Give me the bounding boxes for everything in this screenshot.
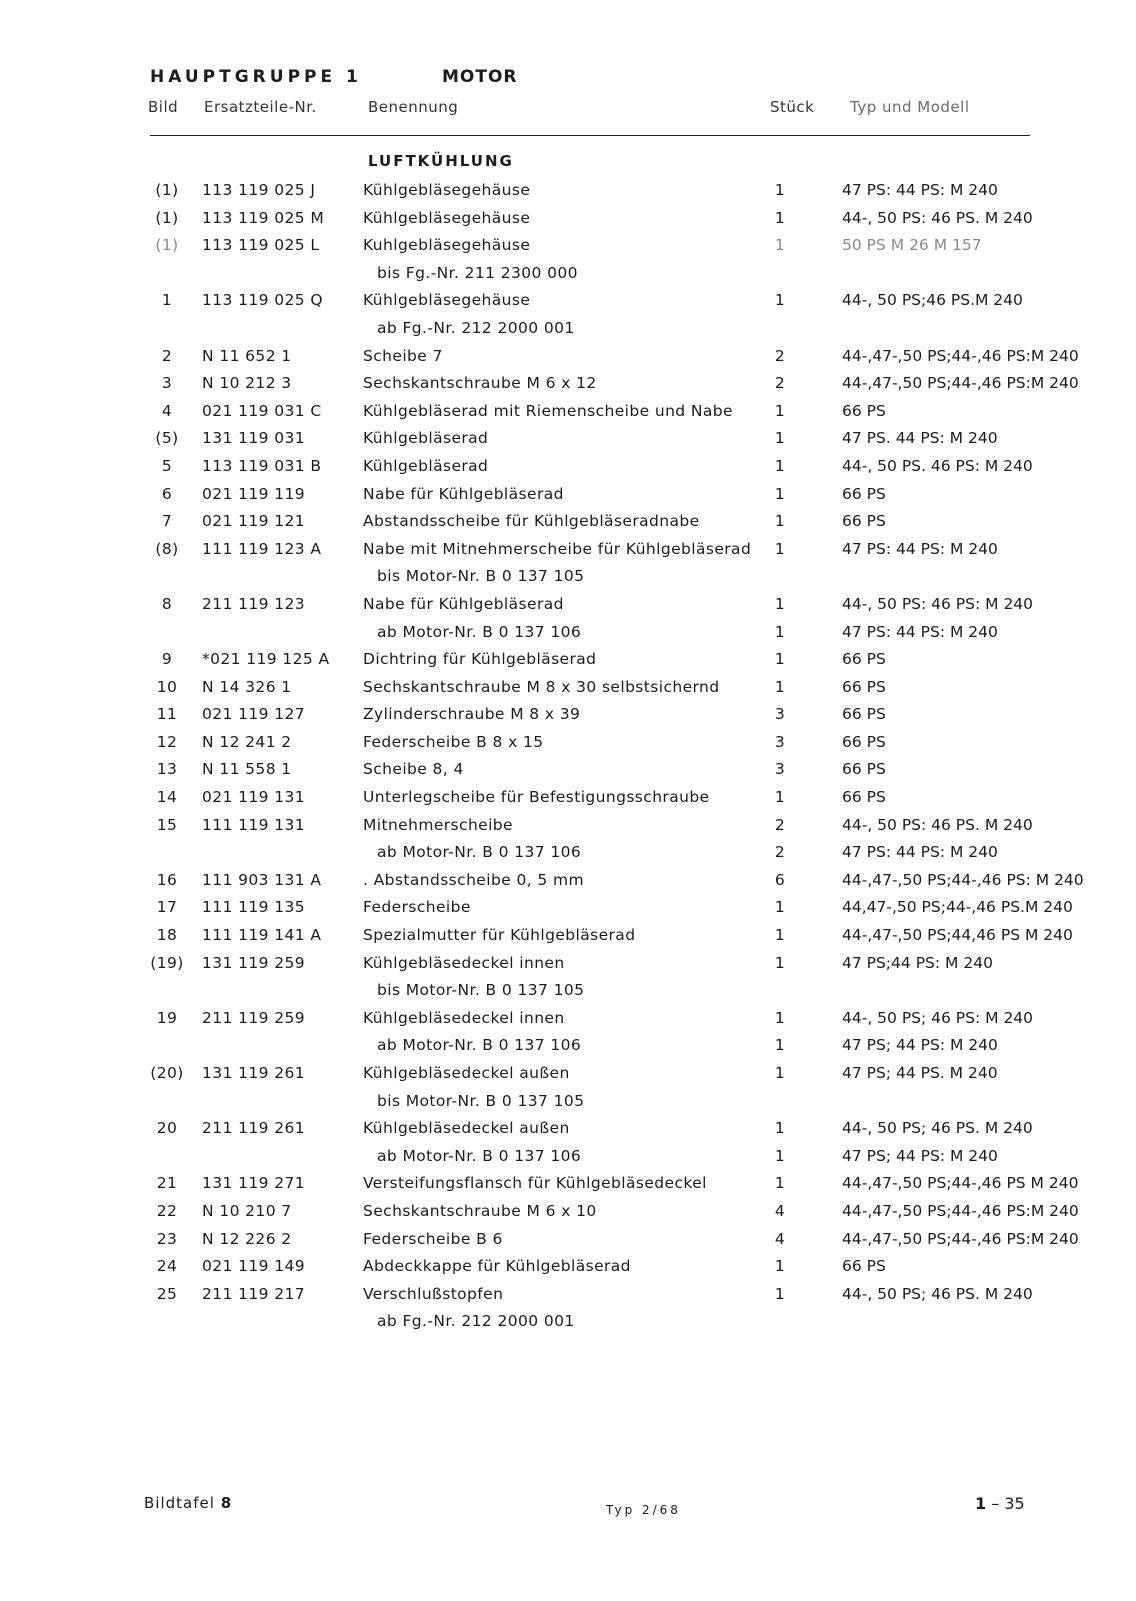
row-note: ab Fg.-Nr. 212 2000 001 (377, 1312, 575, 1331)
row-quantity: 2 (774, 346, 786, 365)
row-part-number: 021 119 119 (202, 484, 306, 503)
row-part-number: 111 119 123 A (202, 539, 322, 558)
row-description: Kühlgebläsedeckel innen (363, 953, 565, 972)
row-quantity: 1 (774, 401, 786, 420)
row-note: bis Fg.-Nr. 211 2300 000 (377, 263, 578, 282)
table-row (0, 895, 1136, 923)
row-part-number: 131 119 271 (202, 1174, 306, 1193)
row-description: Kühlgebläsedeckel außen (363, 1064, 570, 1082)
row-type-model: 44-, 50 PS; 46 PS. M 240 (842, 1119, 1033, 1138)
row-bild-number: 9 (161, 650, 173, 669)
row-description: Kühlgebläsegehäuse (363, 291, 531, 310)
row-quantity: 1 (774, 898, 786, 917)
row-quantity: 1 (774, 1008, 786, 1027)
table-row (0, 840, 1136, 868)
row-quantity: 1 (774, 1174, 786, 1193)
row-quantity: 1 (774, 622, 786, 641)
row-type-model: 44-,47-,50 PS;44-,46 PS M 240 (842, 1174, 1079, 1193)
page-number-main: 1 (975, 1494, 987, 1513)
row-part-number: 211 119 123 (202, 594, 306, 613)
table-row (0, 426, 1136, 454)
row-description: Dichtring für Kühlgebläserad (363, 650, 597, 669)
page-number (975, 1494, 1025, 1513)
row-type-model: 44-,47-,50 PS;44,46 PS M 240 (842, 926, 1073, 945)
row-type-model: 44-, 50 PS: 46 PS: M 240 (842, 594, 1034, 613)
row-part-number: N 12 241 2 (202, 732, 292, 751)
row-part-number: N 11 558 1 (202, 760, 292, 779)
row-description: Federscheibe B 8 x 15 (363, 732, 544, 751)
table-row (0, 1171, 1136, 1199)
bildtafel-text: Bildtafel (144, 1494, 215, 1512)
row-note: bis Motor-Nr. B 0 137 105 (377, 567, 585, 586)
table-row (0, 344, 1136, 372)
row-quantity: 4 (774, 1201, 786, 1220)
row-description: Versteifungsflansch für Kühlgebläsedeckel (363, 1174, 707, 1193)
row-bild-number: (8) (155, 539, 179, 558)
row-description: Sechskantschraube M 8 x 30 selbstsichernd (363, 677, 720, 696)
column-header-description: Benennung (368, 98, 459, 116)
row-type-model: 47 PS. 44 PS: M 240 (842, 429, 998, 448)
column-header-quantity: Stück (770, 98, 815, 116)
table-row (0, 454, 1136, 482)
row-note: ab Motor-Nr. B 0 137 106 (377, 843, 582, 862)
parts-table (0, 178, 1136, 1337)
column-header-bild: Bild (148, 98, 179, 116)
row-quantity: 1 (774, 1036, 786, 1055)
table-row (0, 537, 1136, 565)
table-row (0, 509, 1136, 537)
row-bild-number: 10 (156, 677, 178, 696)
row-description: Zylinderschraube M 8 x 39 (363, 705, 581, 724)
row-bild-number: (19) (150, 953, 184, 972)
row-bild-number: (5) (155, 429, 179, 448)
row-quantity: 1 (774, 429, 786, 448)
row-description: Spezialmutter für Kühlgebläserad (363, 926, 636, 945)
row-part-number: *021 119 125 A (202, 650, 330, 669)
row-description: Nabe mit Mitnehmerscheibe für Kühlgebläserad (363, 539, 752, 558)
row-bild-number: 22 (156, 1201, 178, 1220)
column-header-type-model: Typ und Modell (850, 98, 970, 116)
table-row (0, 702, 1136, 730)
row-type-model: 44-, 50 PS; 46 PS. M 240 (842, 1284, 1033, 1303)
row-bild-number: 14 (156, 788, 178, 807)
row-quantity: 4 (774, 1229, 786, 1248)
row-type-model: 44-, 50 PS: 46 PS. M 240 (842, 208, 1033, 227)
row-bild-number: 4 (161, 401, 173, 420)
column-header-part-number: Ersatzteile-Nr. (204, 98, 317, 116)
row-type-model: 44-,47-,50 PS;44-,46 PS:M 240 (842, 374, 1079, 393)
row-bild-number: 11 (156, 705, 178, 724)
row-type-model: 47 PS: 44 PS: M 240 (842, 181, 998, 199)
row-type-model: 44-, 50 PS; 46 PS: M 240 (842, 1008, 1034, 1027)
row-description: Federscheibe (363, 898, 471, 917)
row-quantity: 1 (774, 677, 786, 696)
row-bild-number: (1) (155, 208, 179, 227)
table-row (0, 785, 1136, 813)
row-part-number: 021 119 149 (202, 1257, 306, 1276)
row-description: Unterlegscheibe für Befestigungsschraube (363, 788, 710, 807)
table-row (0, 1061, 1136, 1089)
row-part-number: 131 119 259 (202, 953, 306, 972)
row-bild-number: 13 (156, 760, 178, 779)
row-description: Kühlgebläsedeckel innen (363, 1008, 565, 1027)
row-bild-number: 8 (161, 594, 173, 613)
row-part-number: 113 119 025 J (202, 181, 316, 199)
table-row (0, 1144, 1136, 1172)
row-description: Kühlgebläserad (363, 456, 489, 475)
row-description: Nabe für Kühlgebläserad (363, 594, 564, 613)
bildtafel-label (144, 1494, 232, 1512)
table-row (0, 371, 1136, 399)
row-bild-number: (1) (155, 181, 179, 199)
row-type-model: 47 PS;44 PS: M 240 (842, 953, 993, 972)
row-quantity: 1 (774, 208, 786, 227)
table-row (0, 592, 1136, 620)
table-row (0, 261, 1136, 289)
row-type-model: 44-, 50 PS. 46 PS: M 240 (842, 456, 1033, 475)
group-label: HAUPTGRUPPE 1 (150, 67, 362, 87)
table-row (0, 1006, 1136, 1034)
header-divider (150, 135, 1030, 136)
row-bild-number: 19 (156, 1008, 178, 1027)
row-type-model: 47 PS; 44 PS: M 240 (842, 1146, 998, 1165)
table-row (0, 1199, 1136, 1227)
row-quantity: 1 (774, 1284, 786, 1303)
row-description: Mitnehmerscheibe (363, 815, 513, 834)
table-row (0, 233, 1136, 261)
row-quantity: 2 (774, 374, 786, 393)
row-type-model: 66 PS (842, 650, 886, 669)
row-quantity: 1 (774, 236, 786, 255)
table-row (0, 868, 1136, 896)
table-row (0, 564, 1136, 592)
table-row (0, 178, 1136, 206)
row-description: Scheibe 7 (363, 346, 443, 365)
row-bild-number: 25 (156, 1284, 178, 1303)
row-type-model: 47 PS: 44 PS: M 240 (842, 622, 998, 641)
row-note: ab Motor-Nr. B 0 137 106 (377, 622, 582, 641)
row-description: Sechskantschraube M 6 x 10 (363, 1201, 597, 1220)
row-quantity: 1 (774, 788, 786, 807)
row-quantity: 1 (774, 594, 786, 613)
row-note: ab Motor-Nr. B 0 137 106 (377, 1036, 582, 1055)
row-bild-number: 2 (161, 346, 173, 365)
row-bild-number: (20) (150, 1064, 184, 1082)
row-quantity: 1 (774, 1119, 786, 1138)
row-part-number: N 10 212 3 (202, 374, 292, 393)
row-description: Federscheibe B 6 (363, 1229, 503, 1248)
table-row (0, 620, 1136, 648)
row-note: bis Motor-Nr. B 0 137 105 (377, 981, 585, 1000)
row-type-model: 47 PS: 44 PS: M 240 (842, 539, 998, 558)
row-description: Kühlgebläsegehäuse (363, 181, 531, 199)
row-quantity: 6 (774, 870, 786, 889)
row-part-number: 113 119 031 B (202, 456, 322, 475)
table-row (0, 813, 1136, 841)
table-row (0, 923, 1136, 951)
row-quantity: 1 (774, 181, 786, 199)
table-row (0, 1033, 1136, 1061)
bildtafel-number: 8 (220, 1494, 233, 1512)
row-bild-number: 18 (156, 926, 178, 945)
row-type-model: 47 PS; 44 PS. M 240 (842, 1064, 998, 1082)
table-row (0, 316, 1136, 344)
row-part-number: 211 119 259 (202, 1008, 306, 1027)
row-bild-number: 7 (161, 512, 173, 531)
table-row (0, 1089, 1136, 1117)
group-name: MOTOR (442, 67, 518, 87)
row-type-model: 50 PS M 26 M 157 (842, 236, 982, 255)
section-title: LUFTKÜHLUNG (368, 152, 514, 170)
row-type-model: 44-,47-,50 PS;44-,46 PS:M 240 (842, 1201, 1079, 1220)
row-description: Kühlgebläserad mit Riemenscheibe und Nabe (363, 401, 733, 420)
row-type-model: 44-,47-,50 PS;44-,46 PS:M 240 (842, 1229, 1079, 1248)
row-bild-number: 1 (161, 291, 173, 310)
row-bild-number: 15 (156, 815, 178, 834)
row-part-number: 113 119 025 Q (202, 291, 323, 310)
row-part-number: 211 119 261 (202, 1119, 306, 1138)
row-quantity: 3 (774, 732, 786, 751)
row-quantity: 3 (774, 705, 786, 724)
table-row (0, 951, 1136, 979)
row-note: bis Motor-Nr. B 0 137 105 (377, 1091, 585, 1110)
row-type-model: 66 PS (842, 732, 886, 751)
row-part-number: 021 119 031 C (202, 401, 322, 420)
table-row (0, 399, 1136, 427)
table-row (0, 1309, 1136, 1337)
row-bild-number: 23 (156, 1229, 178, 1248)
row-quantity: 1 (774, 291, 786, 310)
row-type-model: 44-,47-,50 PS;44-,46 PS: M 240 (842, 870, 1084, 889)
row-description: Kuhlgebläsegehäuse (363, 236, 531, 255)
type-code: Typ 2/68 (606, 1503, 681, 1517)
row-quantity: 1 (774, 539, 786, 558)
table-row (0, 1227, 1136, 1255)
row-bild-number: 20 (156, 1119, 178, 1138)
row-type-model: 44-, 50 PS;46 PS.M 240 (842, 291, 1023, 310)
row-description: Kühlgebläserad (363, 429, 489, 448)
row-type-model: 66 PS (842, 760, 886, 779)
row-quantity: 1 (774, 484, 786, 503)
row-part-number: N 12 226 2 (202, 1229, 292, 1248)
row-part-number: 021 119 127 (202, 705, 306, 724)
row-quantity: 1 (774, 512, 786, 531)
row-type-model: 44-,47-,50 PS;44-,46 PS:M 240 (842, 346, 1079, 365)
row-part-number: 021 119 121 (202, 512, 306, 531)
table-row (0, 647, 1136, 675)
row-quantity: 2 (774, 843, 786, 862)
row-part-number: N 10 210 7 (202, 1201, 292, 1220)
row-description: Verschlußstopfen (363, 1284, 504, 1303)
row-type-model: 66 PS (842, 677, 886, 696)
table-row (0, 1254, 1136, 1282)
row-part-number: 113 119 025 L (202, 236, 320, 255)
page-number-separator: – (986, 1494, 1005, 1513)
table-row (0, 757, 1136, 785)
row-type-model: 47 PS: 44 PS: M 240 (842, 843, 998, 862)
row-quantity: 1 (774, 456, 786, 475)
row-quantity: 1 (774, 1146, 786, 1165)
row-bild-number: 3 (161, 374, 173, 393)
table-row (0, 730, 1136, 758)
row-description: . Abstandsscheibe 0, 5 mm (363, 870, 584, 889)
row-bild-number: (1) (155, 236, 179, 255)
row-description: Scheibe 8, 4 (363, 760, 464, 779)
row-part-number: 111 903 131 A (202, 870, 322, 889)
row-bild-number: 16 (156, 870, 178, 889)
page-number-sub: 35 (1004, 1494, 1025, 1513)
table-row (0, 206, 1136, 234)
row-type-model: 44-, 50 PS: 46 PS. M 240 (842, 815, 1033, 834)
row-type-model: 66 PS (842, 1257, 886, 1276)
row-type-model: 66 PS (842, 484, 886, 503)
row-bild-number: 24 (156, 1257, 178, 1276)
table-row (0, 1116, 1136, 1144)
row-type-model: 66 PS (842, 705, 886, 724)
table-row (0, 482, 1136, 510)
row-description: Abstandsscheibe für Kühlgebläseradnabe (363, 512, 700, 531)
row-description: Kühlgebläsegehäuse (363, 208, 531, 227)
row-type-model: 66 PS (842, 401, 886, 420)
row-part-number: 211 119 217 (202, 1284, 306, 1303)
row-quantity: 1 (774, 1257, 786, 1276)
row-part-number: 131 119 261 (202, 1064, 306, 1082)
row-part-number: 021 119 131 (202, 788, 306, 807)
row-type-model: 66 PS (842, 512, 886, 531)
row-description: Abdeckkappe für Kühlgebläserad (363, 1257, 631, 1276)
row-quantity: 2 (774, 815, 786, 834)
row-part-number: 111 119 141 A (202, 926, 322, 945)
row-description: Kühlgebläsedeckel außen (363, 1119, 570, 1138)
table-row (0, 675, 1136, 703)
row-quantity: 1 (774, 953, 786, 972)
row-part-number: 111 119 135 (202, 898, 306, 917)
row-type-model: 47 PS; 44 PS: M 240 (842, 1036, 998, 1055)
row-bild-number: 12 (156, 732, 178, 751)
table-row (0, 1282, 1136, 1310)
row-bild-number: 5 (161, 456, 173, 475)
row-quantity: 1 (774, 926, 786, 945)
row-quantity: 3 (774, 760, 786, 779)
row-part-number: 131 119 031 (202, 429, 306, 448)
row-quantity: 1 (774, 1064, 786, 1082)
table-row (0, 288, 1136, 316)
row-part-number: 111 119 131 (202, 815, 306, 834)
row-part-number: N 14 326 1 (202, 677, 292, 696)
row-note: ab Fg.-Nr. 212 2000 001 (377, 318, 575, 337)
row-description: Sechskantschraube M 6 x 12 (363, 374, 597, 393)
row-type-model: 44,47-,50 PS;44-,46 PS.M 240 (842, 898, 1073, 917)
row-bild-number: 6 (161, 484, 173, 503)
row-description: Nabe für Kühlgebläserad (363, 484, 564, 503)
row-part-number: 113 119 025 M (202, 208, 325, 227)
table-row (0, 978, 1136, 1006)
row-type-model: 66 PS (842, 788, 886, 807)
row-quantity: 1 (774, 650, 786, 669)
row-bild-number: 17 (156, 898, 178, 917)
row-bild-number: 21 (156, 1174, 178, 1193)
row-part-number: N 11 652 1 (202, 346, 292, 365)
row-note: ab Motor-Nr. B 0 137 106 (377, 1146, 582, 1165)
